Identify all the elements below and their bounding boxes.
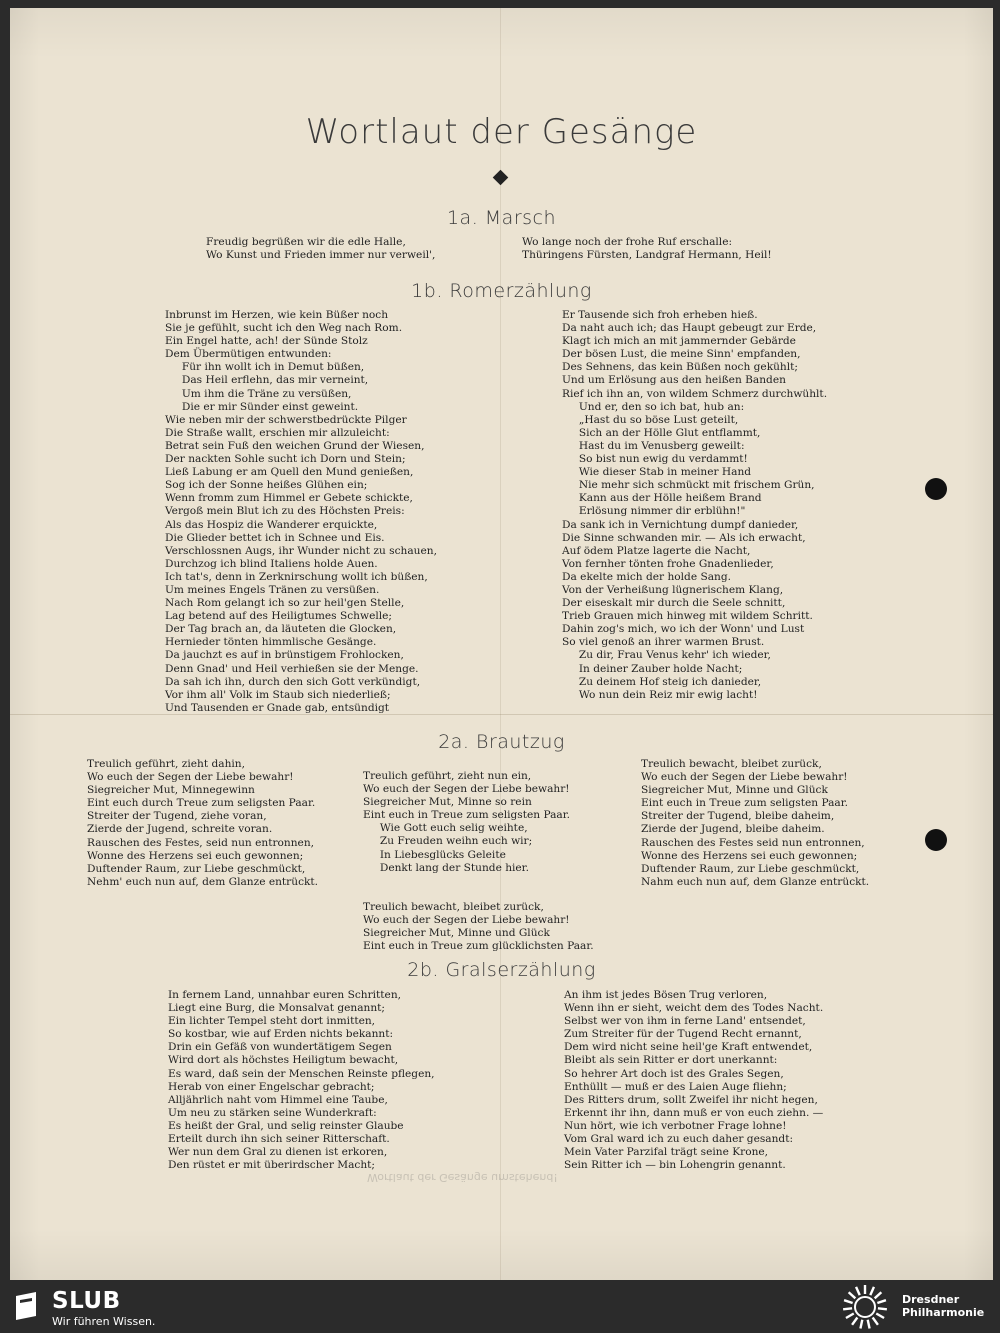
verse-line: Die Sinne schwanden mir. — Als ich erwacht, xyxy=(562,531,806,544)
verse-line: Hernieder tönten himmlische Gesänge. xyxy=(165,636,377,649)
show-through-text: Wortlaut der Gesänge umstehend! xyxy=(367,1171,558,1184)
verse-line: Das Heil erflehn, das mir verneint, xyxy=(165,374,369,387)
marsch-left-column xyxy=(206,236,435,262)
diamond-ornament-icon xyxy=(493,170,509,186)
punch-hole xyxy=(925,829,947,851)
verse-line: Eint euch in Treue zum seligsten Paar. xyxy=(363,809,571,822)
verse-line: So hehrer Art doch ist des Grales Segen, xyxy=(564,1067,784,1080)
verse-line: Wo euch der Segen der Liebe bewahr! xyxy=(87,771,294,784)
verse-line: Selbst wer von ihm in ferne Land' entsendet, xyxy=(564,1015,806,1028)
verse-line: So bist nun ewig du verdammt! xyxy=(562,453,748,466)
verse-line: Wer nun dem Gral zu dienen ist erkoren, xyxy=(168,1146,388,1159)
verse-line: In fernem Land, unnahbar euren Schritten, xyxy=(168,989,402,1001)
marsch-right-column xyxy=(522,236,772,262)
verse-line: Sich an der Hölle Glut entflammt, xyxy=(562,426,761,439)
verse-line: Treulich bewacht, bleibet zurück, xyxy=(641,758,822,770)
verse-line: Um ihm die Träne zu versüßen, xyxy=(165,387,352,400)
verse-line: Treulich bewacht, bleibet zurück, xyxy=(363,900,544,913)
brautzug-right-column xyxy=(641,758,869,889)
verse-line: Siegreicher Mut, Minne und Glück xyxy=(363,927,550,940)
verse-line: Um neu zu stärken seine Wunderkraft: xyxy=(168,1106,377,1119)
verse-line: Duftender Raum, zur Liebe geschmückt, xyxy=(87,862,306,875)
verse-line: Wo lange noch der frohe Ruf erschalle: xyxy=(522,236,733,248)
verse-line: Vor ihm all' Volk im Staub sich niederließ; xyxy=(165,688,391,701)
verse-line: Durchzog ich blind Italiens holde Auen. xyxy=(165,557,378,570)
verse-line: Wo euch der Segen der Liebe bewahr! xyxy=(363,783,570,796)
paper-fold-line xyxy=(10,714,993,715)
verse-line: Sie je gefühlt, sucht ich den Weg nach Rom. xyxy=(165,322,403,335)
verse-line: Zum Streiter für der Tugend Recht ernannt, xyxy=(564,1028,802,1041)
verse-line: Da ekelte mich der holde Sang. xyxy=(562,570,732,583)
verse-line: Erlösung nimmer dir erblühn!" xyxy=(562,505,746,518)
verse-line: Den rüstet er mit überirdscher Macht; xyxy=(168,1159,375,1172)
heading-brautzug: 2a. Brautzug xyxy=(438,731,565,753)
verse-line: Liegt eine Burg, die Monsalvat genannt; xyxy=(168,1002,385,1015)
heading-gralserzaehlung: 2b. Gralserzählung xyxy=(407,959,596,981)
verse-line: So kostbar, wie auf Erden nichts bekannt: xyxy=(168,1028,394,1041)
dp-line-1: Dresdner xyxy=(902,1293,960,1306)
verse-line: Vom Gral ward ich zu euch daher gesandt: xyxy=(564,1133,794,1146)
verse-line: Die Glieder bettet ich in Schnee und Eis. xyxy=(165,531,385,544)
verse-line: Siegreicher Mut, Minne so rein xyxy=(363,796,532,809)
verse-line: Und um Erlösung aus den heißen Banden xyxy=(562,374,786,387)
verse-line: Ein lichter Tempel steht dort inmitten, xyxy=(168,1015,376,1028)
paper-center-crease xyxy=(500,8,501,1280)
verse-line: Wo euch der Segen der Liebe bewahr! xyxy=(363,914,570,927)
verse-line: Sein Ritter ich — bin Lohengrin genannt. xyxy=(564,1159,786,1172)
verse-line xyxy=(363,875,594,888)
verse-line: Wie dieser Stab in meiner Hand xyxy=(562,466,752,479)
verse-line: Zu Freuden weihn euch wir; xyxy=(363,835,533,848)
romerzaehlung-right-column xyxy=(562,309,827,702)
verse-line: Treulich geführt, zieht dahin, xyxy=(87,758,245,770)
verse-line: Da naht auch ich; das Haupt gebeugt zur Erde, xyxy=(562,322,817,335)
verse-line: Hast du im Venusberg geweilt: xyxy=(562,439,745,452)
verse-line: Der Tag brach an, da läuteten die Glocken, xyxy=(165,623,397,636)
heading-marsch: 1a. Marsch xyxy=(446,207,557,229)
verse-line: Klagt ich mich an mit jammernder Gebärde xyxy=(562,335,796,348)
verse-line: Die Straße wallt, erschien mir allzuleicht: xyxy=(165,426,390,439)
verse-line: Als das Hospiz die Wanderer erquickte, xyxy=(165,518,378,531)
verse-line: In deiner Zauber holde Nacht; xyxy=(562,662,743,675)
verse-line: Dem Übermütigen entwunden: xyxy=(165,348,332,361)
verse-line: An ihm ist jedes Bösen Trug verloren, xyxy=(564,989,768,1001)
verse-line: Lag betend auf des Heiligtumes Schwelle; xyxy=(165,610,392,623)
verse-line: Herab von einer Engelschar gebracht; xyxy=(168,1080,375,1093)
verse-line: Wie Gott euch selig weihte, xyxy=(363,822,528,835)
viewer-footer xyxy=(0,1280,1000,1333)
verse-line: Er Tausende sich froh erheben hieß. xyxy=(562,309,758,321)
verse-line: Und er, den so ich bat, hub an: xyxy=(562,400,745,413)
verse-line: Thüringens Fürsten, Landgraf Hermann, Heil! xyxy=(522,249,772,262)
verse-line: Es ward, daß sein der Menschen Reinste pflegen, xyxy=(168,1067,435,1080)
verse-line: Erteilt durch ihn sich seiner Ritterschaft. xyxy=(168,1133,390,1146)
verse-line: Rauschen des Festes seid nun entronnen, xyxy=(641,836,865,849)
heading-romerzaehlung: 1b. Romerzählung xyxy=(411,280,592,302)
verse-line: Mein Vater Parzifal trägt seine Krone, xyxy=(564,1146,769,1159)
verse-line: Da jauchzt es auf in brünstigem Frohlocken, xyxy=(165,649,404,662)
verse-line xyxy=(363,888,594,901)
verse-line: „Hast du so böse Lust geteilt, xyxy=(562,413,739,426)
verse-line: Freudig begrüßen wir die edle Halle, xyxy=(206,236,406,248)
dresdner-philharmonie-name xyxy=(902,1293,984,1319)
verse-line: Die er mir Sünder einst geweint. xyxy=(165,400,359,413)
verse-line: Des Sehnens, das kein Büßen noch gekühlt; xyxy=(562,361,798,374)
verse-line: So viel genoß an ihrer warmen Brust. xyxy=(562,636,765,649)
verse-line: Der nackten Sohle sucht ich Dorn und Stein; xyxy=(165,453,406,466)
verse-line: Erkennt ihr ihn, dann muß er von euch ziehn. — xyxy=(564,1106,824,1119)
verse-line: Denn Gnad' und Heil verhießen sie der Menge. xyxy=(165,662,419,675)
verse-line: In Liebesglücks Geleite xyxy=(363,848,506,861)
verse-line: Da sah ich ihn, durch den sich Gott verkündigt, xyxy=(165,675,421,688)
verse-line: Eint euch in Treue zum glücklichsten Paar. xyxy=(363,940,594,953)
verse-line: Zierde der Jugend, schreite voran. xyxy=(87,823,273,836)
verse-line: Rauschen des Festes, seid nun entronnen, xyxy=(87,836,315,849)
verse-line: Ließ Labung er am Quell den Mund genießen, xyxy=(165,466,414,479)
verse-line: Um meines Engels Tränen zu versüßen. xyxy=(165,583,380,596)
verse-line: Zu deinem Hof steig ich danieder, xyxy=(562,675,762,688)
verse-line: Rief ich ihn an, von wildem Schmerz durchwühlt. xyxy=(562,387,828,400)
verse-line: Betrat sein Fuß den weichen Grund der Wiesen, xyxy=(165,439,425,452)
verse-line: Enthüllt — muß er des Laien Auge fliehn; xyxy=(564,1080,787,1093)
gralserzaehlung-right-column xyxy=(564,989,823,1172)
dp-line-2: Philharmonie xyxy=(902,1306,985,1319)
verse-line: Es heißt der Gral, und selig reinster Glaube xyxy=(168,1119,404,1132)
verse-line: Treulich geführt, zieht nun ein, xyxy=(363,770,532,782)
verse-line: Siegreicher Mut, Minnegewinn xyxy=(87,784,255,797)
verse-line: Wenn ihn er sieht, weicht dem des Todes Nacht. xyxy=(564,1002,824,1015)
slub-tagline: Wir führen Wissen. xyxy=(52,1315,156,1328)
verse-line: Nach Rom gelangt ich so zur heil'gen Stelle, xyxy=(165,597,405,610)
verse-line: Bleibt als sein Ritter er dort unerkannt: xyxy=(564,1054,778,1067)
verse-line: Ich tat's, denn in Zerknirschung wollt ich büßen, xyxy=(165,570,428,583)
verse-line: Da sank ich in Vernichtung dumpf danieder, xyxy=(562,518,799,531)
verse-line: Dahin zog's mich, wo ich der Wonn' und Lust xyxy=(562,623,805,636)
verse-line: Ein Engel hatte, ach! der Sünde Stolz xyxy=(165,335,368,348)
gralserzaehlung-left-column xyxy=(168,989,435,1172)
brautzug-center-column xyxy=(363,770,594,953)
verse-line: Eint euch in Treue zum seligsten Paar. xyxy=(641,797,849,810)
verse-line: Nun hört, wie ich verbotner Frage lohne! xyxy=(564,1119,787,1132)
verse-line: Für ihn wollt ich in Demut büßen, xyxy=(165,361,365,374)
verse-line: Wonne des Herzens sei euch gewonnen; xyxy=(641,849,858,862)
slub-logo-icon xyxy=(14,1292,38,1320)
verse-line: Wenn fromm zum Himmel er Gebete schickte, xyxy=(165,492,413,505)
verse-line: Auf ödem Platze lagerte die Nacht, xyxy=(562,544,751,557)
verse-line: Vergoß mein Blut ich zu des Höchsten Preis: xyxy=(165,505,405,518)
dresdner-philharmonie-logo-icon xyxy=(840,1283,890,1331)
document-page xyxy=(10,8,993,1280)
verse-line: Nie mehr sich schmückt mit frischem Grün, xyxy=(562,479,815,492)
verse-line: Streiter der Tugend, bleibe daheim, xyxy=(641,810,835,823)
verse-line: Und Tausenden er Gnade gab, entsündigt xyxy=(165,701,390,714)
verse-line: Denkt lang der Stunde hier. xyxy=(363,861,529,874)
verse-line: Siegreicher Mut, Minne und Glück xyxy=(641,784,828,797)
verse-line: Sog ich der Sonne heißes Glühen ein; xyxy=(165,479,368,492)
verse-line: Verschlossnen Augs, ihr Wunder nicht zu schauen, xyxy=(165,544,437,557)
verse-line: Wo nun dein Reiz mir ewig lacht! xyxy=(562,688,758,701)
verse-line: Zu dir, Frau Venus kehr' ich wieder, xyxy=(562,649,771,662)
verse-line: Streiter der Tugend, ziehe voran, xyxy=(87,810,267,823)
verse-line: Des Ritters drum, sollt Zweifel ihr nicht hegen, xyxy=(564,1093,818,1106)
verse-line: Nehm' euch nun auf, dem Glanze entrückt. xyxy=(87,875,319,888)
slub-name: SLUB xyxy=(52,1288,121,1314)
verse-line: Zierde der Jugend, bleibe daheim. xyxy=(641,823,825,836)
verse-line: Der bösen Lust, die meine Sinn' empfanden, xyxy=(562,348,801,361)
verse-line: Von der Verheißung lügnerischem Klang, xyxy=(562,583,784,596)
romerzaehlung-left-column xyxy=(165,309,437,715)
verse-line: Wo euch der Segen der Liebe bewahr! xyxy=(641,771,848,784)
verse-line: Drin ein Gefäß von wundertätigem Segen xyxy=(168,1041,392,1054)
verse-line: Wonne des Herzens sei euch gewonnen; xyxy=(87,849,304,862)
verse-line: Inbrunst im Herzen, wie kein Büßer noch xyxy=(165,309,389,321)
verse-line: Von fernher tönten frohe Gnadenlieder, xyxy=(562,557,774,570)
verse-line: Alljährlich naht vom Himmel eine Taube, xyxy=(168,1093,388,1106)
verse-line: Wie neben mir der schwerstbedrückte Pilger xyxy=(165,413,407,426)
verse-line: Nahm euch nun auf, dem Glanze entrückt. xyxy=(641,875,870,888)
brautzug-left-column xyxy=(87,758,318,889)
verse-line: Kann aus der Hölle heißem Brand xyxy=(562,492,762,505)
verse-line: Wo Kunst und Frieden immer nur verweil', xyxy=(206,249,436,262)
verse-line: Trieb Grauen mich hinweg mit wildem Schritt. xyxy=(562,610,813,623)
document-title: Wortlaut der Gesänge xyxy=(305,112,698,152)
verse-line: Der eiseskalt mir durch die Seele schnitt, xyxy=(562,597,786,610)
verse-line: Dem wird nicht seine heil'ge Kraft entwendet, xyxy=(564,1041,813,1054)
verse-line: Duftender Raum, zur Liebe geschmückt, xyxy=(641,862,860,875)
verse-line: Eint euch durch Treue zum seligsten Paar. xyxy=(87,797,316,810)
punch-hole xyxy=(925,478,947,500)
verse-line: Wird dort als höchstes Heiligtum bewacht, xyxy=(168,1054,399,1067)
